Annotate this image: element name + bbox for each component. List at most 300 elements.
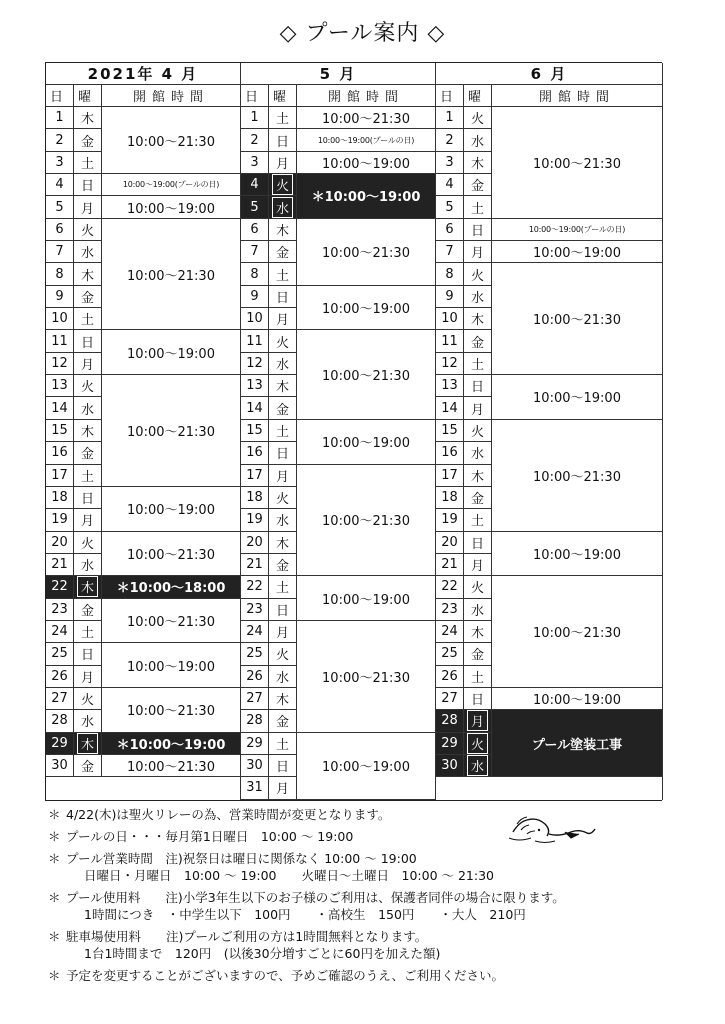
day-number-cell: 9: [436, 286, 464, 308]
weekday-label: 月: [275, 626, 289, 642]
day-number-cell: 5: [436, 196, 464, 218]
weekday-cell: [74, 465, 102, 487]
opening-hours-cell: 10:00～21:30: [102, 219, 241, 331]
weekday-cell: [464, 152, 492, 174]
weekday-cell: [269, 465, 297, 487]
opening-hours-cell: 10:00～19:00: [102, 487, 241, 532]
day-number-cell: 21: [46, 554, 74, 576]
col-header-weekday: 曜: [74, 85, 102, 107]
weekday-label: 木: [275, 693, 289, 709]
day-number-cell: 17: [46, 465, 74, 487]
weekday-label: 金: [80, 447, 94, 463]
weekday-label: 日: [470, 223, 484, 239]
weekday-label: 金: [470, 648, 484, 664]
weekday-label: 火: [470, 112, 484, 128]
day-number-cell: 11: [46, 330, 74, 352]
weekday-label: 火: [275, 335, 289, 351]
weekday-label: 金: [275, 715, 289, 731]
weekday-label: 木: [470, 313, 484, 329]
day-number-cell: 1: [436, 107, 464, 129]
weekday-cell: [464, 666, 492, 688]
weekday-label: 水: [470, 134, 484, 150]
weekday-label: 日: [275, 447, 289, 463]
day-number-cell: 17: [436, 465, 464, 487]
day-number-cell: 2: [436, 129, 464, 151]
day-number-cell: 21: [436, 554, 464, 576]
schedule-table: [45, 62, 662, 801]
weekday-cell: [269, 576, 297, 598]
weekday-cell: [269, 152, 297, 174]
weekday-label: 木: [77, 733, 98, 754]
weekday-label: 日: [80, 335, 94, 351]
opening-hours-cell: 10:00～21:30: [102, 688, 241, 733]
day-number-cell: 29: [436, 733, 464, 755]
weekday-cell: [74, 666, 102, 688]
weekday-cell: [464, 174, 492, 196]
day-number-cell: 31: [241, 777, 269, 799]
weekday-cell: [464, 509, 492, 531]
weekday-label: 金: [275, 402, 289, 418]
opening-hours-cell: 10:00～19:00: [297, 733, 436, 800]
day-number-cell: 25: [241, 643, 269, 665]
weekday-label: 水: [470, 603, 484, 619]
opening-hours-cell: 10:00～19:00(プールの日): [297, 129, 436, 151]
weekday-cell: [74, 442, 102, 464]
weekday-cell: [74, 107, 102, 129]
weekday-cell: [464, 643, 492, 665]
weekday-label: 木: [77, 576, 98, 597]
weekday-label: 水: [80, 402, 94, 418]
weekday-cell: [74, 643, 102, 665]
day-number-cell: 6: [241, 219, 269, 241]
weekday-label: 日: [80, 492, 94, 508]
col-header-day: 日: [46, 85, 74, 107]
day-number-cell: 8: [46, 263, 74, 285]
weekday-label: 水: [275, 670, 289, 686]
weekday-label: 日: [470, 380, 484, 396]
weekday-cell: [269, 599, 297, 621]
asterisk-bullet: ＊: [48, 968, 61, 983]
weekday-cell: [74, 286, 102, 308]
weekday-label: 土: [275, 737, 289, 753]
opening-hours-cell: 10:00～21:30: [297, 465, 436, 577]
weekday-label: 土: [80, 626, 94, 642]
weekday-label: 月: [470, 402, 484, 418]
note-item: [48, 850, 688, 884]
weekday-cell: [74, 710, 102, 732]
weekday-label: 月: [80, 514, 94, 530]
day-number-cell: 24: [241, 621, 269, 643]
weekday-label: 日: [275, 290, 289, 306]
opening-hours-cell: 10:00～19:00: [102, 643, 241, 688]
opening-hours-cell: 10:00～19:00: [492, 688, 663, 710]
weekday-cell: [464, 487, 492, 509]
opening-hours-cell: 10:00～19:00: [492, 532, 663, 577]
weekday-label: 月: [80, 670, 94, 686]
weekday-label: 土: [275, 581, 289, 597]
day-number-cell: 13: [46, 375, 74, 397]
weekday-cell: [269, 174, 297, 196]
weekday-label: 土: [470, 201, 484, 217]
day-number-cell: 20: [46, 532, 74, 554]
weekday-cell: [269, 755, 297, 777]
weekday-label: 火: [275, 492, 289, 508]
weekday-cell: [74, 599, 102, 621]
month-header-june: 6 月: [436, 63, 663, 85]
day-number-cell: 3: [436, 152, 464, 174]
opening-hours-cell: 10:00～21:30: [102, 755, 241, 777]
note-item: [48, 889, 688, 923]
day-number-cell: 5: [46, 196, 74, 218]
weekday-cell: [74, 487, 102, 509]
weekday-cell: [464, 554, 492, 576]
weekday-cell: [269, 554, 297, 576]
note-line: 1時間につき ・中学生以下 100円 ・高校生 150円 ・大人 210円: [84, 907, 526, 922]
opening-hours-cell: ＊10:00～19:00: [102, 733, 241, 755]
day-number-cell: 23: [241, 599, 269, 621]
weekday-cell: [269, 308, 297, 330]
weekday-cell: [74, 152, 102, 174]
col-header-day: 日: [241, 85, 269, 107]
weekday-label: 月: [275, 782, 289, 798]
opening-hours-cell: 10:00～19:00: [102, 196, 241, 218]
opening-hours-cell: 10:00～21:30: [297, 219, 436, 286]
day-number-cell: 12: [436, 353, 464, 375]
weekday-label: 土: [80, 469, 94, 485]
day-number-cell: 16: [46, 442, 74, 464]
asterisk-bullet: ＊: [48, 829, 61, 844]
note-line: プール使用料 注)小学3年生以下のお子様のご利用は、保護者同伴の場合に限ります。: [66, 890, 565, 905]
weekday-cell: [269, 710, 297, 732]
day-number-cell: 16: [436, 442, 464, 464]
weekday-label: 木: [275, 380, 289, 396]
weekday-label: 金: [80, 603, 94, 619]
weekday-label: 木: [470, 469, 484, 485]
weekday-label: 金: [275, 246, 289, 262]
weekday-cell: [464, 196, 492, 218]
weekday-label: 月: [275, 313, 289, 329]
day-number-cell: 27: [241, 688, 269, 710]
weekday-cell: [464, 621, 492, 643]
note-item: [48, 828, 688, 845]
weekday-label: 火: [467, 733, 488, 754]
day-number-cell: 1: [46, 107, 74, 129]
weekday-label: 金: [80, 760, 94, 776]
weekday-label: 金: [80, 290, 94, 306]
opening-hours-cell: 10:00～21:30: [297, 621, 436, 733]
day-number-cell: 7: [241, 241, 269, 263]
weekday-label: 日: [275, 760, 289, 776]
weekday-label: 月: [467, 710, 488, 731]
weekday-label: 火: [272, 174, 293, 195]
day-number-cell: 15: [46, 420, 74, 442]
weekday-label: 火: [80, 223, 94, 239]
weekday-cell: [464, 397, 492, 419]
opening-hours-cell: 10:00～19:00: [297, 286, 436, 331]
weekday-cell: [74, 532, 102, 554]
weekday-cell: [464, 532, 492, 554]
weekday-cell: [269, 330, 297, 352]
weekday-cell: [464, 375, 492, 397]
weekday-cell: [269, 532, 297, 554]
weekday-cell: [464, 688, 492, 710]
weekday-cell: [269, 509, 297, 531]
weekday-cell: [74, 375, 102, 397]
weekday-label: 月: [470, 559, 484, 575]
weekday-label: 金: [470, 492, 484, 508]
day-number-cell: 10: [241, 308, 269, 330]
day-number-cell: 8: [241, 263, 269, 285]
day-number-cell: 22: [436, 576, 464, 598]
weekday-cell: [74, 576, 102, 598]
day-number-cell: 4: [46, 174, 74, 196]
day-number-cell: 21: [241, 554, 269, 576]
day-number-cell: 19: [241, 509, 269, 531]
weekday-cell: [74, 241, 102, 263]
weekday-label: 水: [467, 755, 488, 776]
day-number-cell: 19: [46, 509, 74, 531]
page-title: ◇ プール案内 ◇: [279, 21, 446, 46]
weekday-cell: [464, 710, 492, 732]
day-number-cell: 20: [436, 532, 464, 554]
asterisk-bullet: ＊: [48, 890, 61, 905]
weekday-label: 土: [470, 357, 484, 373]
col-header-hours: 開館時間: [102, 85, 241, 107]
weekday-label: 木: [80, 424, 94, 440]
weekday-cell: [74, 509, 102, 531]
weekday-cell: [74, 733, 102, 755]
note-line: 1台1時間まで 120円 (以後30分増すごとに60円を加えた額): [84, 946, 441, 961]
weekday-cell: [74, 129, 102, 151]
weekday-cell: [269, 420, 297, 442]
day-number-cell: 14: [46, 397, 74, 419]
opening-hours-cell: 10:00～21:30: [492, 576, 663, 688]
weekday-cell: [269, 353, 297, 375]
opening-hours-cell: 10:00～19:00: [297, 152, 436, 174]
weekday-cell: [464, 599, 492, 621]
day-number-cell: 7: [46, 241, 74, 263]
note-line: 4/22(木)は聖火リレーの為、営業時間が変更となります。: [66, 807, 391, 822]
note-item: [48, 806, 688, 823]
weekday-cell: [464, 286, 492, 308]
weekday-cell: [269, 219, 297, 241]
weekday-cell: [74, 219, 102, 241]
day-number-cell: 5: [241, 196, 269, 218]
day-number-cell: 14: [436, 397, 464, 419]
weekday-cell: [464, 308, 492, 330]
day-number-cell: 11: [436, 330, 464, 352]
day-number-cell: 13: [241, 375, 269, 397]
opening-hours-cell: ＊10:00～18:00: [102, 576, 241, 598]
weekday-cell: [464, 129, 492, 151]
opening-hours-cell: 10:00～21:30: [492, 420, 663, 532]
opening-hours-cell: ＊10:00～19:00: [297, 174, 436, 219]
day-number-cell: 29: [241, 733, 269, 755]
weekday-label: 木: [275, 223, 289, 239]
day-number-cell: 23: [46, 599, 74, 621]
day-number-cell: 15: [436, 420, 464, 442]
day-number-cell: 28: [241, 710, 269, 732]
weekday-cell: [464, 442, 492, 464]
weekday-cell: [269, 666, 297, 688]
opening-hours-cell: 10:00～21:30: [297, 330, 436, 419]
day-number-cell: 8: [436, 263, 464, 285]
day-number-cell: 11: [241, 330, 269, 352]
weekday-label: 水: [470, 290, 484, 306]
day-number-cell: 4: [436, 174, 464, 196]
note-line: 駐車場使用料 注)プールご利用の方は1時間無料となります。: [66, 929, 428, 944]
weekday-cell: [269, 643, 297, 665]
weekday-label: 火: [80, 380, 94, 396]
weekday-cell: [464, 353, 492, 375]
day-number-cell: 6: [46, 219, 74, 241]
weekday-cell: [74, 330, 102, 352]
opening-hours-cell: 10:00～19:00: [297, 420, 436, 465]
month-header-may: 5 月: [241, 63, 436, 85]
day-number-cell: 28: [46, 710, 74, 732]
day-number-cell: 24: [46, 621, 74, 643]
weekday-cell: [74, 263, 102, 285]
day-number-cell: 4: [241, 174, 269, 196]
weekday-cell: [464, 755, 492, 777]
col-header-hours: 開館時間: [297, 85, 436, 107]
day-number-cell: 15: [241, 420, 269, 442]
weekday-label: 日: [470, 693, 484, 709]
weekday-cell: [74, 688, 102, 710]
opening-hours-cell: 10:00～21:30: [102, 532, 241, 577]
day-number-cell: 26: [241, 666, 269, 688]
weekday-cell: [74, 353, 102, 375]
empty-filler: [436, 777, 663, 799]
day-number-cell: 16: [241, 442, 269, 464]
day-number-cell: 12: [46, 353, 74, 375]
weekday-cell: [269, 129, 297, 151]
day-number-cell: 20: [241, 532, 269, 554]
weekday-label: 金: [275, 559, 289, 575]
weekday-cell: [74, 755, 102, 777]
weekday-label: 水: [80, 559, 94, 575]
weekday-cell: [269, 107, 297, 129]
opening-hours-cell: プール塗装工事: [492, 710, 663, 777]
opening-hours-cell: 10:00～19:00: [102, 330, 241, 375]
day-number-cell: 24: [436, 621, 464, 643]
weekday-label: 土: [275, 424, 289, 440]
weekday-cell: [269, 733, 297, 755]
asterisk-bullet: ＊: [48, 929, 61, 944]
day-number-cell: 14: [241, 397, 269, 419]
day-number-cell: 18: [46, 487, 74, 509]
weekday-label: 木: [275, 536, 289, 552]
day-number-cell: 25: [46, 643, 74, 665]
weekday-label: 火: [470, 268, 484, 284]
opening-hours-cell: 10:00～19:00(プールの日): [492, 219, 663, 241]
weekday-label: 日: [275, 603, 289, 619]
weekday-label: 木: [80, 268, 94, 284]
weekday-label: 火: [275, 648, 289, 664]
col-header-weekday: 曜: [464, 85, 492, 107]
weekday-label: 水: [80, 246, 94, 262]
opening-hours-cell: 10:00～21:30: [102, 599, 241, 644]
day-number-cell: 28: [436, 710, 464, 732]
weekday-cell: [74, 196, 102, 218]
day-number-cell: 3: [46, 152, 74, 174]
day-number-cell: 29: [46, 733, 74, 755]
weekday-label: 日: [80, 648, 94, 664]
opening-hours-cell: 10:00～19:00: [297, 576, 436, 621]
opening-hours-cell: 10:00～21:30: [492, 263, 663, 375]
note-line: 予定を変更することがございますので、予めご確認のうえ、ご利用ください。: [66, 968, 505, 983]
asterisk-bullet: ＊: [48, 807, 61, 822]
opening-hours-cell: 10:00～21:30: [492, 107, 663, 219]
weekday-label: 月: [275, 156, 289, 172]
weekday-label: 水: [80, 715, 94, 731]
day-number-cell: 12: [241, 353, 269, 375]
note-line: 日曜日・月曜日 10:00 ～ 19:00 火曜日～土曜日 10:00 ～ 21:30: [84, 868, 494, 883]
weekday-cell: [464, 241, 492, 263]
weekday-label: 月: [80, 201, 94, 217]
day-number-cell: 6: [436, 219, 464, 241]
opening-hours-cell: 10:00～19:00: [492, 241, 663, 263]
opening-hours-cell: 10:00～19:00: [492, 375, 663, 420]
notes-section: [48, 806, 688, 989]
weekday-cell: [269, 375, 297, 397]
weekday-cell: [464, 263, 492, 285]
weekday-label: 土: [80, 156, 94, 172]
weekday-label: 火: [470, 424, 484, 440]
day-number-cell: 2: [241, 129, 269, 151]
empty-filler: [46, 777, 241, 799]
day-number-cell: 7: [436, 241, 464, 263]
weekday-cell: [464, 733, 492, 755]
weekday-cell: [74, 554, 102, 576]
weekday-label: 火: [470, 581, 484, 597]
weekday-label: 木: [470, 156, 484, 172]
opening-hours-cell: 10:00～21:30: [102, 107, 241, 174]
weekday-cell: [464, 330, 492, 352]
note-item: [48, 967, 688, 984]
day-number-cell: 18: [436, 487, 464, 509]
day-number-cell: 27: [436, 688, 464, 710]
weekday-label: 月: [80, 357, 94, 373]
weekday-label: 火: [80, 693, 94, 709]
day-number-cell: 1: [241, 107, 269, 129]
weekday-cell: [269, 442, 297, 464]
day-number-cell: 26: [436, 666, 464, 688]
weekday-label: 金: [470, 335, 484, 351]
weekday-label: 水: [272, 197, 293, 218]
day-number-cell: 3: [241, 152, 269, 174]
day-number-cell: 18: [241, 487, 269, 509]
note-item: [48, 928, 688, 962]
weekday-cell: [464, 107, 492, 129]
weekday-label: 土: [470, 514, 484, 530]
weekday-cell: [269, 263, 297, 285]
weekday-label: 水: [275, 357, 289, 373]
weekday-label: 土: [275, 268, 289, 284]
weekday-cell: [74, 621, 102, 643]
weekday-label: 日: [470, 536, 484, 552]
day-number-cell: 25: [436, 643, 464, 665]
day-number-cell: 30: [436, 755, 464, 777]
weekday-label: 月: [470, 246, 484, 262]
day-number-cell: 9: [241, 286, 269, 308]
weekday-cell: [464, 219, 492, 241]
weekday-label: 木: [470, 626, 484, 642]
day-number-cell: 19: [436, 509, 464, 531]
note-line: プール営業時間 注)祝祭日は曜日に関係なく 10:00 ～ 19:00: [66, 851, 417, 866]
weekday-cell: [269, 621, 297, 643]
day-number-cell: 30: [241, 755, 269, 777]
